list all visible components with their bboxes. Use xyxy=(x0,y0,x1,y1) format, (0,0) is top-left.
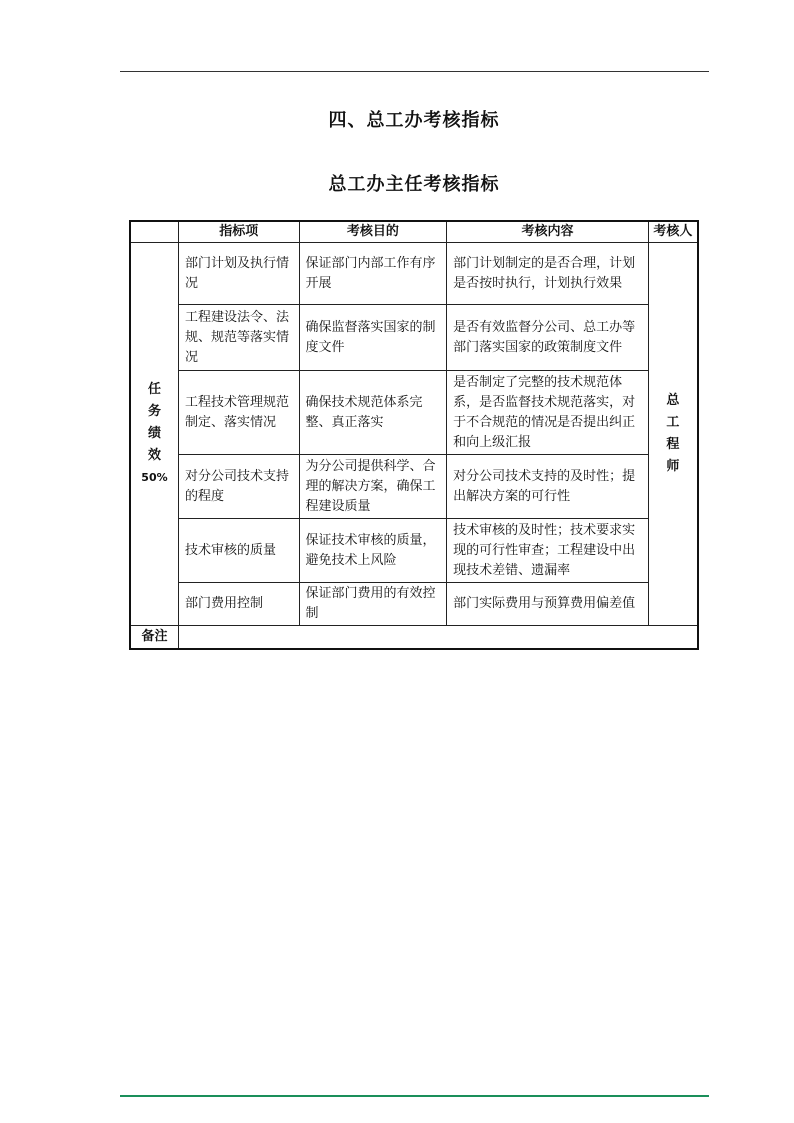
content-cell: 部门实际费用与预算费用偏差值 xyxy=(447,583,649,626)
kpi-table xyxy=(129,220,699,650)
footer-rule xyxy=(120,1095,709,1097)
item-cell: 部门费用控制 xyxy=(178,583,299,626)
header-cell-blank xyxy=(130,221,178,243)
table-row xyxy=(130,243,698,305)
item-cell: 工程技术管理规范制定、落实情况 xyxy=(178,371,299,455)
category-char: 务 xyxy=(147,404,161,419)
table-row xyxy=(130,583,698,626)
goal-cell: 确保监督落实国家的制度文件 xyxy=(299,305,447,371)
item-cell: 技术审核的质量 xyxy=(178,519,299,583)
content-cell: 对分公司技术支持的及时性；提出解决方案的可行性 xyxy=(447,455,649,519)
assessor-char: 总 xyxy=(666,393,680,408)
category-char: 绩 xyxy=(147,426,161,441)
table-header-row xyxy=(130,221,698,243)
goal-cell: 为分公司提供科学、合理的解决方案，确保工程建设质量 xyxy=(299,455,447,519)
content-cell: 技术审核的及时性；技术要求实现的可行性审查；工程建设中出现技术差错、遗漏率 xyxy=(447,519,649,583)
header-cell-assessor: 考核人 xyxy=(648,221,698,243)
goal-cell: 确保技术规范体系完整、真正落实 xyxy=(299,371,447,455)
item-cell: 工程建设法令、法规、规范等落实情况 xyxy=(178,305,299,371)
category-char: 任 xyxy=(147,382,161,397)
assessor-char: 程 xyxy=(666,437,680,452)
note-value xyxy=(178,626,698,650)
note-row xyxy=(130,626,698,650)
assessor-char: 师 xyxy=(666,459,680,474)
table-row xyxy=(130,519,698,583)
header-cell-goal: 考核目的 xyxy=(299,221,447,243)
assessor-char: 工 xyxy=(666,415,680,430)
category-char: 效 xyxy=(147,448,161,463)
goal-cell: 保证部门费用的有效控制 xyxy=(299,583,447,626)
assessor-cell xyxy=(648,243,698,626)
table-row xyxy=(130,305,698,371)
content-cell: 部门计划制定的是否合理，计划是否按时执行，计划执行效果 xyxy=(447,243,649,305)
header-cell-content: 考核内容 xyxy=(447,221,649,243)
content-cell: 是否有效监督分公司、总工办等部门落实国家的政策制度文件 xyxy=(447,305,649,371)
header-rule xyxy=(120,71,709,72)
goal-cell: 保证部门内部工作有序开展 xyxy=(299,243,447,305)
item-cell: 对分公司技术支持的程度 xyxy=(178,455,299,519)
table-title: 总工办主任考核指标 xyxy=(328,174,500,195)
table-row xyxy=(130,371,698,455)
category-weight: 50% xyxy=(141,471,168,484)
table-row xyxy=(130,455,698,519)
goal-cell: 保证技术审核的质量，避免技术上风险 xyxy=(299,519,447,583)
content-cell: 是否制定了完整的技术规范体系，是否监督技术规范落实，对于不合规范的情况是否提出纠正和向上级汇报 xyxy=(447,371,649,455)
category-cell xyxy=(130,243,178,626)
item-cell: 部门计划及执行情况 xyxy=(178,243,299,305)
section-title: 四、总工办考核指标 xyxy=(328,110,500,131)
note-label: 备注 xyxy=(130,626,178,650)
header-cell-item: 指标项 xyxy=(178,221,299,243)
